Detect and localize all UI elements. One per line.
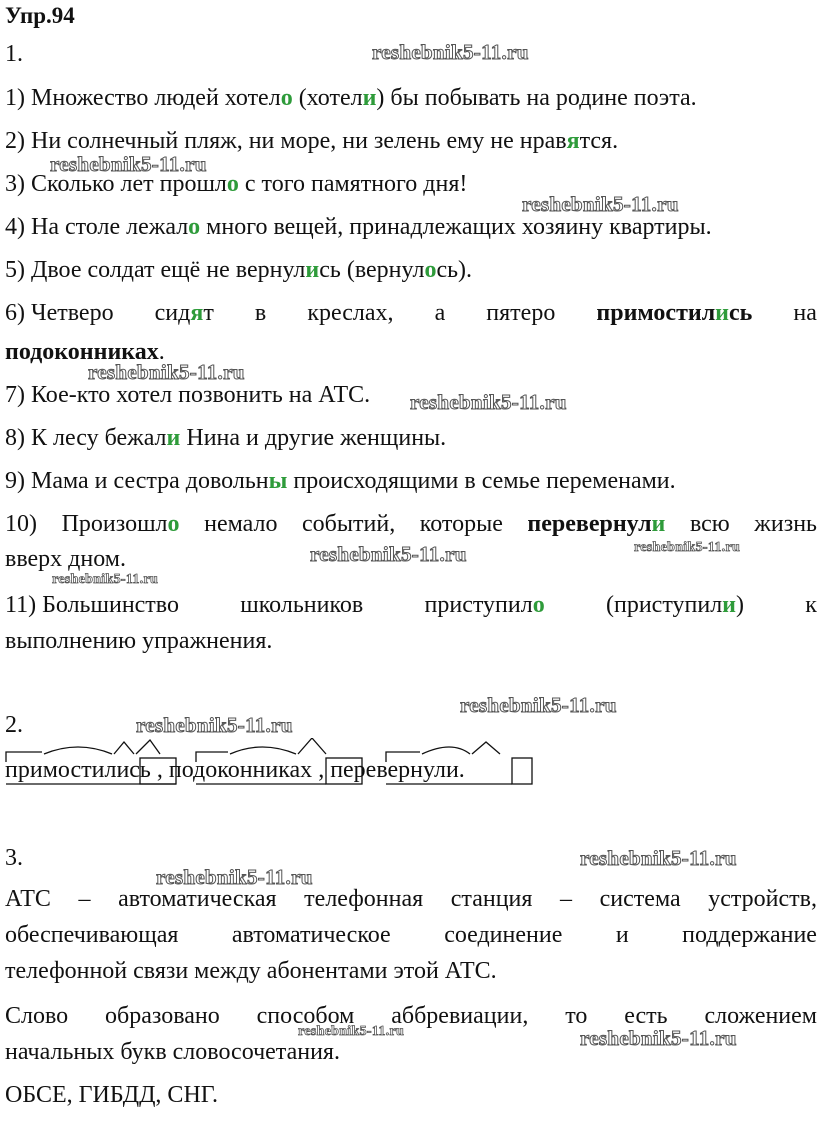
morpheme-analysis: примостились , подоконниках , перевернули. xyxy=(5,757,465,783)
prefix-mark-3 xyxy=(386,752,420,762)
exercise-title: Упр.94 xyxy=(5,3,75,28)
sentence-7: 7) Кое-кто хотел позвонить на АТС. xyxy=(5,382,371,408)
sentence-11-line-2: выполнению упражнения. xyxy=(5,628,273,654)
sentence-10-line-1: 10) Произошло немало событий, которые перевернули всю жизнь xyxy=(5,511,817,537)
watermark: reshebnik5-11.ru xyxy=(460,693,617,717)
watermark: reshebnik5-11.ru xyxy=(156,865,313,889)
section-2-number: 2. xyxy=(5,712,23,738)
sentence-11-line-1: 11) Большинство школьников приступило (приступили) к xyxy=(5,592,817,618)
watermark: reshebnik5-11.ru xyxy=(310,542,467,566)
root-arc-2 xyxy=(230,747,296,754)
definition-line-1: АТС – автоматическая телефонная станция – система устройств, xyxy=(5,886,817,912)
watermark: reshebnik5-11.ru xyxy=(88,360,245,384)
word-podokonnikah: подоконниках xyxy=(168,757,313,783)
watermark: reshebnik5-11.ru xyxy=(372,40,529,64)
sentence-5: 5) Двое солдат ещё не вернулись (вернулось). xyxy=(5,257,473,283)
definition-line-3: телефонной связи между абонентами этой АТС. xyxy=(5,958,497,984)
watermark: reshebnik5-11.ru xyxy=(634,540,741,555)
root-arc xyxy=(44,747,112,754)
ending-box-3 xyxy=(512,758,532,784)
sentence-8: 8) К лесу бежали Нина и другие женщины. xyxy=(5,425,447,451)
watermark: reshebnik5-11.ru xyxy=(52,572,159,587)
suffix-caret-4 xyxy=(472,742,500,754)
formation-line-1: Слово образовано способом аббревиации, то есть сложением xyxy=(5,1003,817,1029)
suffix-caret xyxy=(114,742,134,754)
prefix-mark-2 xyxy=(196,752,228,762)
word-primostilis: примостились xyxy=(5,757,151,783)
definition-line-2: обеспечивающая автоматическое соединение и поддержание xyxy=(5,922,817,948)
section-3-number: 3. xyxy=(5,845,23,871)
ending-box-2 xyxy=(326,758,362,784)
sentence-2: 2) Ни солнечный пляж, ни море, ни зелень ему не нравятся. xyxy=(5,128,619,154)
suffix-caret-3 xyxy=(298,738,326,754)
morpheme-marks xyxy=(0,738,540,798)
root-arc-3 xyxy=(422,747,470,754)
sentence-1: 1) Множество людей хотело (хотели) бы побывать на родине поэта. xyxy=(5,85,697,111)
watermark: reshebnik5-11.ru xyxy=(580,1026,737,1050)
formation-line-2: начальных букв словосочетания. xyxy=(5,1039,340,1065)
watermark: reshebnik5-11.ru xyxy=(580,846,737,870)
watermark: reshebnik5-11.ru xyxy=(136,713,293,737)
watermark: reshebnik5-11.ru xyxy=(410,390,567,414)
sentence-10-line-2: вверх дном. xyxy=(5,546,126,572)
sentence-9: 9) Мама и сестра довольны происходящими в семье переменами. xyxy=(5,468,676,494)
sentence-6-line-1: 6) Четверо сидят в креслах, а пятеро примостились на xyxy=(5,300,817,326)
sentence-6-line-2: подоконниках. xyxy=(5,339,165,365)
prefix-mark xyxy=(6,752,42,762)
watermark: reshebnik5-11.ru xyxy=(522,192,679,216)
watermark: reshebnik5-11.ru xyxy=(50,152,207,176)
ending-box xyxy=(140,758,176,784)
sentence-4: 4) На столе лежало много вещей, принадлежащих хозяину квартиры. xyxy=(5,214,712,240)
abbreviation-examples: ОБСЕ, ГИБДД, СНГ. xyxy=(5,1082,218,1108)
section-1-number: 1. xyxy=(5,41,23,67)
word-perevernuli: перевернули xyxy=(330,757,459,783)
suffix-caret-2 xyxy=(136,740,160,754)
sentence-3: 3) Сколько лет прошло с того памятного дня! xyxy=(5,171,468,197)
watermark: reshebnik5-11.ru xyxy=(298,1024,405,1039)
